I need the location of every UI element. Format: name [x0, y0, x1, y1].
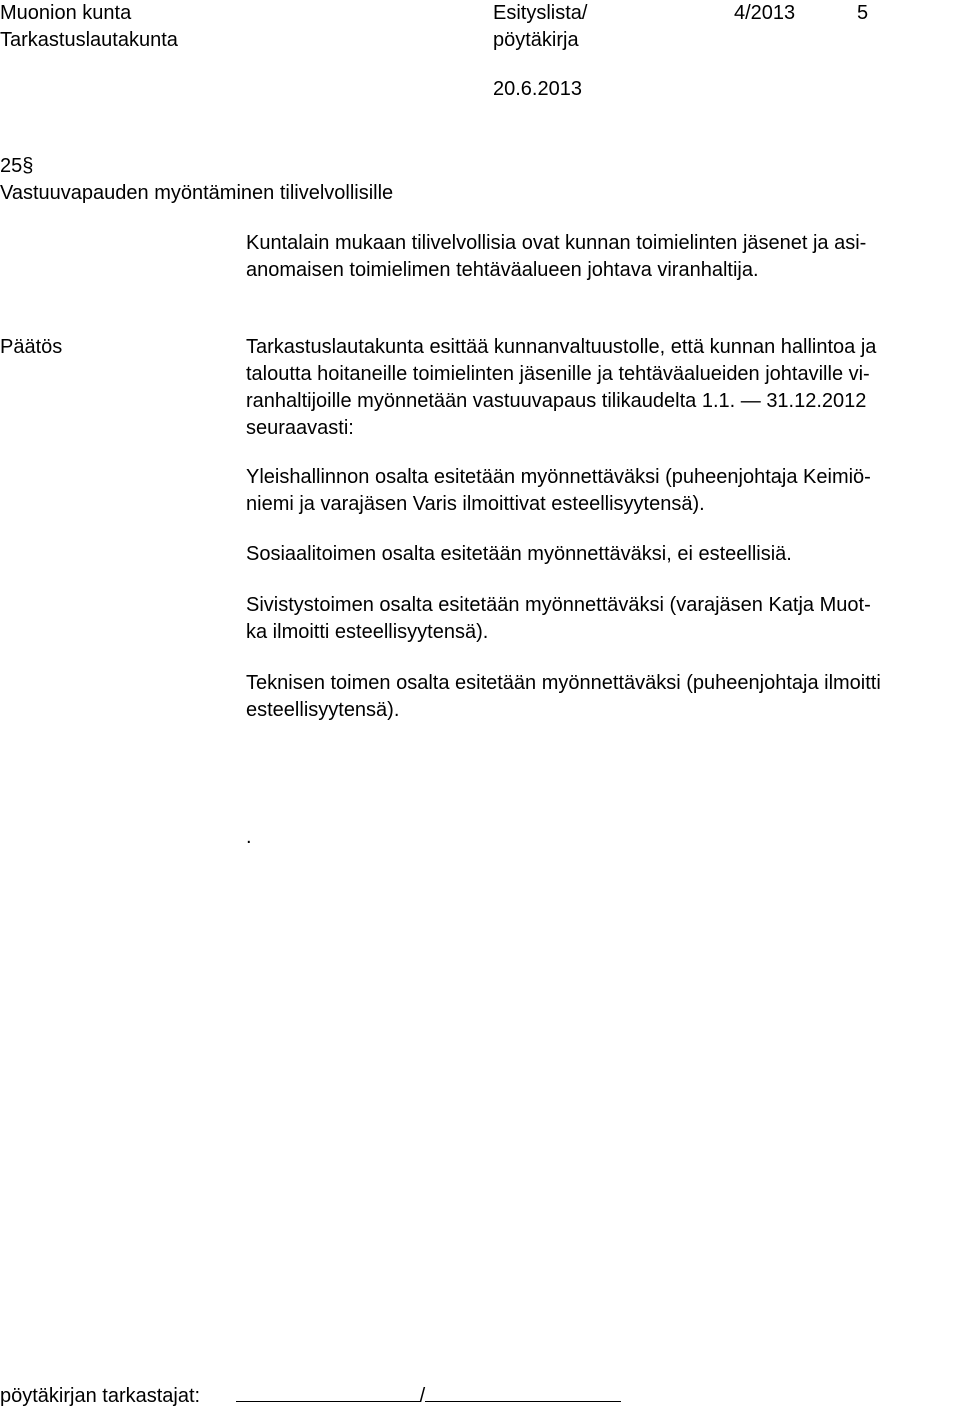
decision-paragraph-technical-services [246, 670, 960, 724]
section-symbol: § [22, 155, 34, 177]
municipality-name: Muonion kunta [0, 2, 132, 24]
decision-line: Tarkastuslautakunta esittää kunnanvaltuustolle, että kunnan hallintoa ja [246, 336, 877, 358]
meeting-number: 4/2013 [734, 2, 796, 24]
meeting-date: 20.6.2013 [493, 78, 582, 100]
paragraph-line: Teknisen toimen osalta esitetään myönnettäväksi (puheenjohtaja ilmoitti [246, 672, 881, 694]
paragraph-line: ka ilmoitti esteellisyytensä). [246, 621, 489, 643]
decision-line: seuraavasti: [246, 417, 354, 439]
decision-paragraph-social-services [246, 541, 960, 568]
section-number [0, 153, 33, 180]
decision-paragraph-education [246, 592, 960, 646]
paragraph-line: Sivistystoimen osalta esitetään myönnettäväksi (varajäsen Katja Muot- [246, 594, 871, 616]
decision-label: Päätös [0, 336, 63, 358]
paragraph-line: esteellisyytensä). [246, 699, 400, 721]
trailing-mark: . [246, 826, 252, 848]
intro-paragraph [246, 230, 960, 284]
signature-line-first [236, 1383, 420, 1402]
intro-line: Kuntalain mukaan tilivelvollisia ovat kunnan toimielinten jäsenet ja asi- [246, 232, 867, 254]
decision-line: taloutta hoitaneille toimielinten jäsenille ja tehtäväalueiden johtaville vi- [246, 363, 870, 385]
footer-reviewers-label: pöytäkirjan tarkastajat: [0, 1385, 201, 1407]
document-type-line1: Esityslista/ [493, 2, 588, 24]
paragraph-line: Sosiaalitoimen osalta esitetään myönnettäväksi, ei esteellisiä. [246, 543, 792, 565]
decision-paragraph-general-administration [246, 464, 960, 518]
page-number: 5 [857, 2, 869, 24]
document-type-line2: pöytäkirja [493, 29, 579, 51]
footer-reviewers [0, 1383, 621, 1410]
signature-separator: / [419, 1385, 426, 1407]
section-title: Vastuuvapauden myöntäminen tilivelvollisille [0, 182, 394, 204]
signature-line-second [425, 1383, 621, 1402]
committee-name: Tarkastuslautakunta [0, 29, 178, 51]
paragraph-line: niemi ja varajäsen Varis ilmoittivat esteellisyytensä). [246, 493, 705, 515]
paragraph-line: Yleishallinnon osalta esitetään myönnettäväksi (puheenjohtaja Keimiö- [246, 466, 871, 488]
decision-line: ranhaltijoille myönnetään vastuuvapaus tilikaudelta 1.1. — 31.12.2012 [246, 390, 867, 412]
intro-line: anomaisen toimielimen tehtäväalueen johtava viranhaltija. [246, 259, 759, 281]
section-number-value: 25 [0, 155, 23, 177]
decision-main-paragraph [246, 334, 960, 442]
